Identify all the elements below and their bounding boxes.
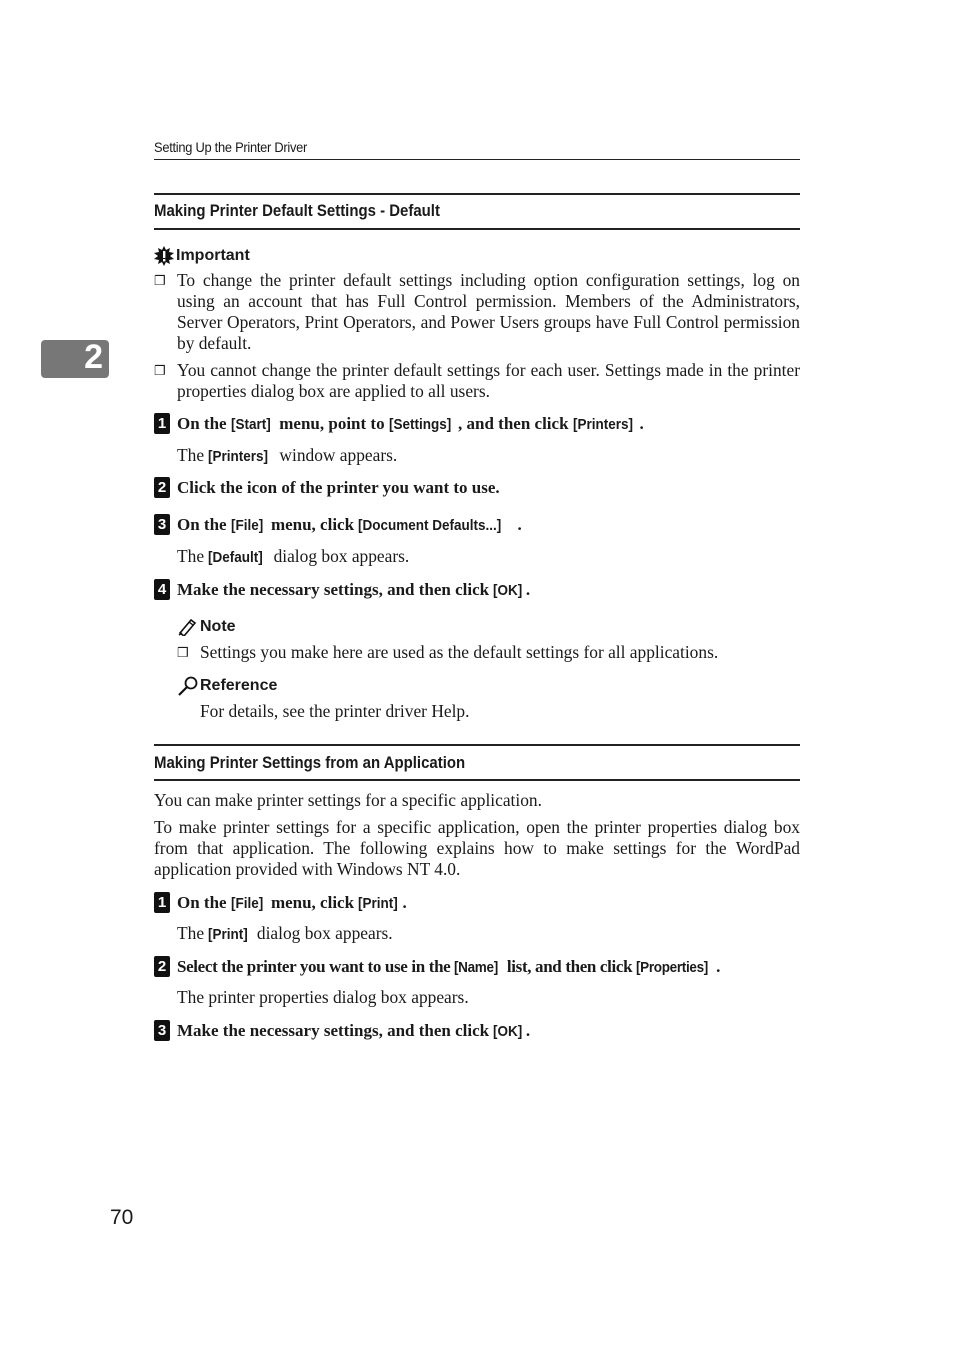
step-text: Make the necessary settings, and then click [OK] . <box>177 1021 531 1040</box>
step-number-badge: 1 <box>154 413 170 434</box>
note-label: Note <box>200 618 236 635</box>
step-number-badge: 2 <box>154 477 170 498</box>
magnifier-icon <box>177 676 199 696</box>
step-text: On the [Start] menu, point to [Settings] , and then click [Printers] . <box>177 414 644 433</box>
step-2 <box>154 477 500 498</box>
step-3 <box>154 514 522 536</box>
important-item-text: You cannot change the printer default settings for each user. Settings made in the printer properties dialog box are applied to all users. <box>177 360 800 401</box>
step-result: The [Print] dialog box appears. <box>177 923 393 943</box>
step-text: Make the necessary settings, and then click [OK] . <box>177 580 531 599</box>
list-item <box>177 642 800 663</box>
step-result: The printer properties dialog box appears. <box>177 987 469 1007</box>
section2-bottom-rule <box>154 779 800 781</box>
step-result: The [Default] dialog box appears. <box>177 546 410 566</box>
reference-text: For details, see the printer driver Help. <box>200 701 470 721</box>
chapter-number: 2 <box>84 338 103 376</box>
step-number-badge: 2 <box>154 956 170 977</box>
important-item-text: To change the printer default settings including option configuration settings, log on using an account that has Full Control permission. Members of the Administrators, Server Operators, Print Operators, and Power Users groups have Full Control permission by default. <box>177 270 800 353</box>
important-label: Important <box>176 247 250 264</box>
header-rule <box>154 159 800 160</box>
important-icon <box>154 246 174 266</box>
checkbox-bullet-icon: ❒ <box>154 273 166 288</box>
reference-heading <box>177 676 277 696</box>
list-item <box>154 270 800 354</box>
step-result: The [Printers] window appears. <box>177 445 398 465</box>
section2-intro-1: You can make printer settings for a specific application. <box>154 790 542 810</box>
step-4 <box>154 579 530 601</box>
important-list <box>154 270 800 402</box>
step-text: On the [File] menu, click [Document Defaults...] . <box>177 515 522 534</box>
step-number-badge: 1 <box>154 892 170 913</box>
important-heading <box>154 246 250 266</box>
app-step-3 <box>154 1020 530 1042</box>
page-number: 70 <box>110 1206 134 1229</box>
step-text: On the [File] menu, click [Print] . <box>177 893 407 912</box>
pencil-icon <box>177 618 197 636</box>
checkbox-bullet-icon: ❒ <box>177 645 189 660</box>
running-header: Setting Up the Printer Driver <box>154 139 308 155</box>
app-step-2 <box>154 956 720 978</box>
chapter-tab <box>41 340 109 378</box>
reference-label: Reference <box>200 677 278 694</box>
step-1 <box>154 413 644 435</box>
app-step-1 <box>154 892 407 914</box>
list-item <box>154 360 800 402</box>
section1-bottom-rule <box>154 228 800 230</box>
step-number-badge: 3 <box>154 1020 170 1041</box>
section2-intro-2: To make printer settings for a specific application, open the printer properties dialog box from that application. The following explains how to make settings for the WordPad application provided with Windows NT 4.0. <box>154 817 800 879</box>
note-item-text: Settings you make here are used as the default settings for all applications. <box>200 642 719 662</box>
step-text: Select the printer you want to use in the [Name] list, and then click [Properties] . <box>177 957 720 976</box>
checkbox-bullet-icon: ❒ <box>154 363 166 378</box>
step-number-badge: 4 <box>154 579 170 600</box>
step-text: Click the icon of the printer you want to use. <box>177 478 500 497</box>
section1-top-rule <box>154 193 800 195</box>
step-number-badge: 3 <box>154 514 170 535</box>
section2-top-rule <box>154 744 800 746</box>
section1-title: Making Printer Default Settings - Default <box>154 201 440 220</box>
note-heading <box>177 618 236 636</box>
section2-title: Making Printer Settings from an Application <box>154 753 466 772</box>
